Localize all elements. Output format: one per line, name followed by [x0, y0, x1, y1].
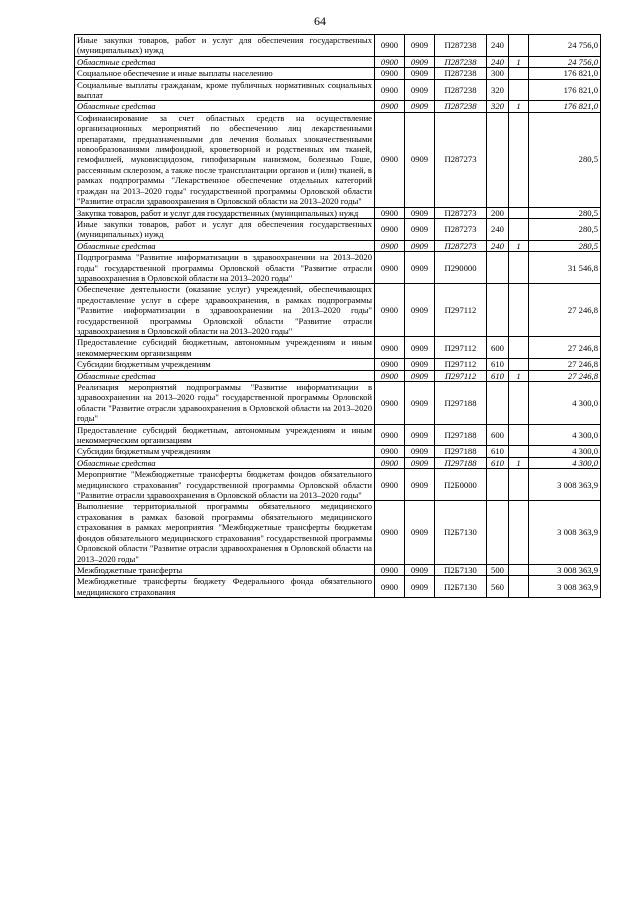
funding-source-code	[509, 207, 529, 218]
funding-source-code	[509, 337, 529, 359]
section-code: 0900	[375, 56, 405, 67]
funding-source-code: 1	[509, 370, 529, 381]
section-code: 0900	[375, 446, 405, 457]
expense-type-code: 600	[487, 337, 509, 359]
table-row	[75, 79, 601, 101]
section-code: 0900	[375, 35, 405, 57]
funding-source-code	[509, 564, 529, 575]
target-article-code: П297188	[435, 457, 487, 468]
section-code: 0900	[375, 218, 405, 240]
expense-type-code	[487, 112, 509, 207]
subsection-code: 0909	[405, 218, 435, 240]
subsection-code: 0909	[405, 576, 435, 598]
target-article-code: П2Б0000	[435, 469, 487, 501]
row-name: Областные средства	[75, 101, 375, 112]
section-code: 0900	[375, 240, 405, 251]
subsection-code: 0909	[405, 68, 435, 79]
funding-source-code: 1	[509, 457, 529, 468]
target-article-code: П287273	[435, 240, 487, 251]
target-article-code: П297188	[435, 446, 487, 457]
funding-source-code	[509, 424, 529, 446]
table-row	[75, 207, 601, 218]
target-article-code: П297188	[435, 382, 487, 425]
amount: 3 008 363,9	[529, 576, 601, 598]
table-row	[75, 501, 601, 564]
expense-type-code: 600	[487, 424, 509, 446]
expense-type-code: 240	[487, 240, 509, 251]
subsection-code: 0909	[405, 112, 435, 207]
target-article-code: П297112	[435, 359, 487, 370]
section-code: 0900	[375, 112, 405, 207]
table-row	[75, 469, 601, 501]
expense-type-code	[487, 469, 509, 501]
section-code: 0900	[375, 382, 405, 425]
expense-type-code: 560	[487, 576, 509, 598]
expense-type-code: 610	[487, 446, 509, 457]
row-name: Обеспечение деятельности (оказание услуг) учреждений, обеспечивающих предоставление услуг в сфере здравоохранения, в рамках подпрограммы "Развитие информатизации в здравоохранении на 2013–2020 годы" государственной программы Орловской области "Развитие отрасли здравоохранения в Орловской области на 2013–2020 годы"	[75, 284, 375, 337]
funding-source-code	[509, 446, 529, 457]
subsection-code: 0909	[405, 101, 435, 112]
amount: 3 008 363,9	[529, 501, 601, 564]
amount: 31 546,8	[529, 252, 601, 284]
row-name: Субсидии бюджетным учреждениям	[75, 359, 375, 370]
expense-type-code	[487, 284, 509, 337]
budget-table	[74, 34, 601, 598]
target-article-code: П287273	[435, 207, 487, 218]
expense-type-code: 610	[487, 457, 509, 468]
target-article-code: П287238	[435, 56, 487, 67]
section-code: 0900	[375, 252, 405, 284]
table-row	[75, 359, 601, 370]
amount: 4 300,0	[529, 446, 601, 457]
table-row	[75, 68, 601, 79]
section-code: 0900	[375, 207, 405, 218]
expense-type-code: 240	[487, 35, 509, 57]
row-name: Социальное обеспечение и иные выплаты населению	[75, 68, 375, 79]
target-article-code: П287238	[435, 68, 487, 79]
subsection-code: 0909	[405, 501, 435, 564]
row-name: Областные средства	[75, 56, 375, 67]
row-name: Областные средства	[75, 240, 375, 251]
subsection-code: 0909	[405, 446, 435, 457]
section-code: 0900	[375, 564, 405, 575]
row-name: Реализация мероприятий подпрограммы "Развитие информатизации в здравоохранении на 2013–2020 годы" государственной программы Орловской области "Развитие отрасли здравоохранения в Орловской области на 2013–2020 годы"	[75, 382, 375, 425]
table-row	[75, 382, 601, 425]
amount: 27 246,8	[529, 284, 601, 337]
amount: 27 246,8	[529, 370, 601, 381]
section-code: 0900	[375, 469, 405, 501]
table-row-regional-funds	[75, 240, 601, 251]
funding-source-code	[509, 284, 529, 337]
target-article-code: П287238	[435, 79, 487, 101]
subsection-code: 0909	[405, 469, 435, 501]
amount: 24 756,0	[529, 56, 601, 67]
amount: 176 821,0	[529, 79, 601, 101]
target-article-code: П287273	[435, 218, 487, 240]
table-row-regional-funds	[75, 370, 601, 381]
table-row	[75, 576, 601, 598]
target-article-code: П2Б7130	[435, 564, 487, 575]
funding-source-code: 1	[509, 56, 529, 67]
subsection-code: 0909	[405, 370, 435, 381]
row-name: Областные средства	[75, 457, 375, 468]
subsection-code: 0909	[405, 382, 435, 425]
expense-type-code	[487, 252, 509, 284]
target-article-code: П297112	[435, 284, 487, 337]
target-article-code: П287273	[435, 112, 487, 207]
row-name: Межбюджетные трансферты бюджету Федерального фонда обязательного медицинского страхования	[75, 576, 375, 598]
subsection-code: 0909	[405, 424, 435, 446]
funding-source-code	[509, 469, 529, 501]
funding-source-code: 1	[509, 101, 529, 112]
section-code: 0900	[375, 370, 405, 381]
funding-source-code	[509, 218, 529, 240]
table-row-regional-funds	[75, 101, 601, 112]
row-name: Предоставление субсидий бюджетным, автономным учреждениям и иным некоммерческим организациям	[75, 424, 375, 446]
row-name: Мероприятие "Межбюджетные трансферты бюджетам фондов обязательного медицинского страхования" государственной программы Орловской области "Развитие отрасли здравоохранения в Орловской области на 2013–2020 годы"	[75, 469, 375, 501]
row-name: Софинансирование за счет областных средств на осуществление организационных мероприятий по обеспечению лиц лекарственными препаратами, предназначенными для лечения больных злокачественными новообразованиями лимфоидной, кроветворной и родственных им тканей, гемофилией, муковисцидозом, гипофизарным нанизмом, болезнью Гоше, рассеянным склерозом, а также после трансплантации органов и (или) тканей, в рамках подпрограммы "Лекарственное обеспечение отдельных категорий граждан на 2013–2020 годы" государственной программы Орловской области "Развитие отрасли здравоохранения в Орловской области на 2013–2020 годы"	[75, 112, 375, 207]
amount: 27 246,8	[529, 337, 601, 359]
section-code: 0900	[375, 79, 405, 101]
subsection-code: 0909	[405, 207, 435, 218]
subsection-code: 0909	[405, 35, 435, 57]
subsection-code: 0909	[405, 56, 435, 67]
subsection-code: 0909	[405, 252, 435, 284]
funding-source-code: 1	[509, 240, 529, 251]
amount: 176 821,0	[529, 68, 601, 79]
table-row	[75, 284, 601, 337]
section-code: 0900	[375, 284, 405, 337]
row-name: Областные средства	[75, 370, 375, 381]
expense-type-code: 300	[487, 68, 509, 79]
section-code: 0900	[375, 457, 405, 468]
amount: 27 246,8	[529, 359, 601, 370]
subsection-code: 0909	[405, 284, 435, 337]
section-code: 0900	[375, 576, 405, 598]
target-article-code: П297112	[435, 370, 487, 381]
section-code: 0900	[375, 68, 405, 79]
funding-source-code	[509, 68, 529, 79]
target-article-code: П2Б7130	[435, 501, 487, 564]
table-row	[75, 218, 601, 240]
subsection-code: 0909	[405, 337, 435, 359]
funding-source-code	[509, 112, 529, 207]
amount: 24 756,0	[529, 35, 601, 57]
row-name: Иные закупки товаров, работ и услуг для обеспечения государственных (муниципальных) нужд	[75, 218, 375, 240]
expense-type-code: 200	[487, 207, 509, 218]
funding-source-code	[509, 35, 529, 57]
budget-table-body	[75, 35, 601, 598]
expense-type-code: 610	[487, 370, 509, 381]
amount: 280,5	[529, 218, 601, 240]
funding-source-code	[509, 501, 529, 564]
section-code: 0900	[375, 337, 405, 359]
expense-type-code: 320	[487, 101, 509, 112]
funding-source-code	[509, 359, 529, 370]
expense-type-code: 500	[487, 564, 509, 575]
subsection-code: 0909	[405, 359, 435, 370]
row-name: Подпрограмма "Развитие информатизации в здравоохранении на 2013–2020 годы" государственной программы Орловской области "Развитие отрасли здравоохранения в Орловской области на 2013–2020 годы"	[75, 252, 375, 284]
funding-source-code	[509, 252, 529, 284]
table-row	[75, 337, 601, 359]
section-code: 0900	[375, 359, 405, 370]
subsection-code: 0909	[405, 457, 435, 468]
funding-source-code	[509, 79, 529, 101]
section-code: 0900	[375, 424, 405, 446]
amount: 4 300,0	[529, 457, 601, 468]
target-article-code: П290000	[435, 252, 487, 284]
row-name: Предоставление субсидий бюджетным, автономным учреждениям и иным некоммерческим организациям	[75, 337, 375, 359]
table-row	[75, 112, 601, 207]
amount: 176 821,0	[529, 101, 601, 112]
row-name: Выполнение территориальной программы обязательного медицинского страхования в рамках базовой программы обязательного медицинского страхования в рамках мероприятия "Межбюджетные трансферты бюджетам фондов обязательного медицинского страхования" государственной программы Орловской области "Развитие отрасли здравоохранения в Орловской области на 2013–2020 годы"	[75, 501, 375, 564]
table-row	[75, 424, 601, 446]
funding-source-code	[509, 576, 529, 598]
table-row	[75, 252, 601, 284]
target-article-code: П2Б7130	[435, 576, 487, 598]
target-article-code: П287238	[435, 35, 487, 57]
funding-source-code	[509, 382, 529, 425]
subsection-code: 0909	[405, 240, 435, 251]
expense-type-code: 320	[487, 79, 509, 101]
row-name: Межбюджетные трансферты	[75, 564, 375, 575]
section-code: 0900	[375, 101, 405, 112]
subsection-code: 0909	[405, 564, 435, 575]
amount: 4 300,0	[529, 382, 601, 425]
expense-type-code	[487, 382, 509, 425]
amount: 4 300,0	[529, 424, 601, 446]
target-article-code: П297188	[435, 424, 487, 446]
table-row	[75, 446, 601, 457]
expense-type-code: 610	[487, 359, 509, 370]
row-name: Субсидии бюджетным учреждениям	[75, 446, 375, 457]
table-row-regional-funds	[75, 457, 601, 468]
page-number: 64	[314, 14, 326, 28]
expense-type-code: 240	[487, 56, 509, 67]
table-row	[75, 35, 601, 57]
section-code: 0900	[375, 501, 405, 564]
table-row-regional-funds	[75, 56, 601, 67]
row-name: Иные закупки товаров, работ и услуг для обеспечения государственных (муниципальных) нужд	[75, 35, 375, 57]
amount: 280,5	[529, 240, 601, 251]
expense-type-code	[487, 501, 509, 564]
subsection-code: 0909	[405, 79, 435, 101]
amount: 280,5	[529, 207, 601, 218]
table-row	[75, 564, 601, 575]
row-name: Социальные выплаты гражданам, кроме публичных нормативных социальных выплат	[75, 79, 375, 101]
target-article-code: П287238	[435, 101, 487, 112]
row-name: Закупка товаров, работ и услуг для государственных (муниципальных) нужд	[75, 207, 375, 218]
expense-type-code: 240	[487, 218, 509, 240]
target-article-code: П297112	[435, 337, 487, 359]
amount: 280,5	[529, 112, 601, 207]
amount: 3 008 363,9	[529, 469, 601, 501]
amount: 3 008 363,9	[529, 564, 601, 575]
